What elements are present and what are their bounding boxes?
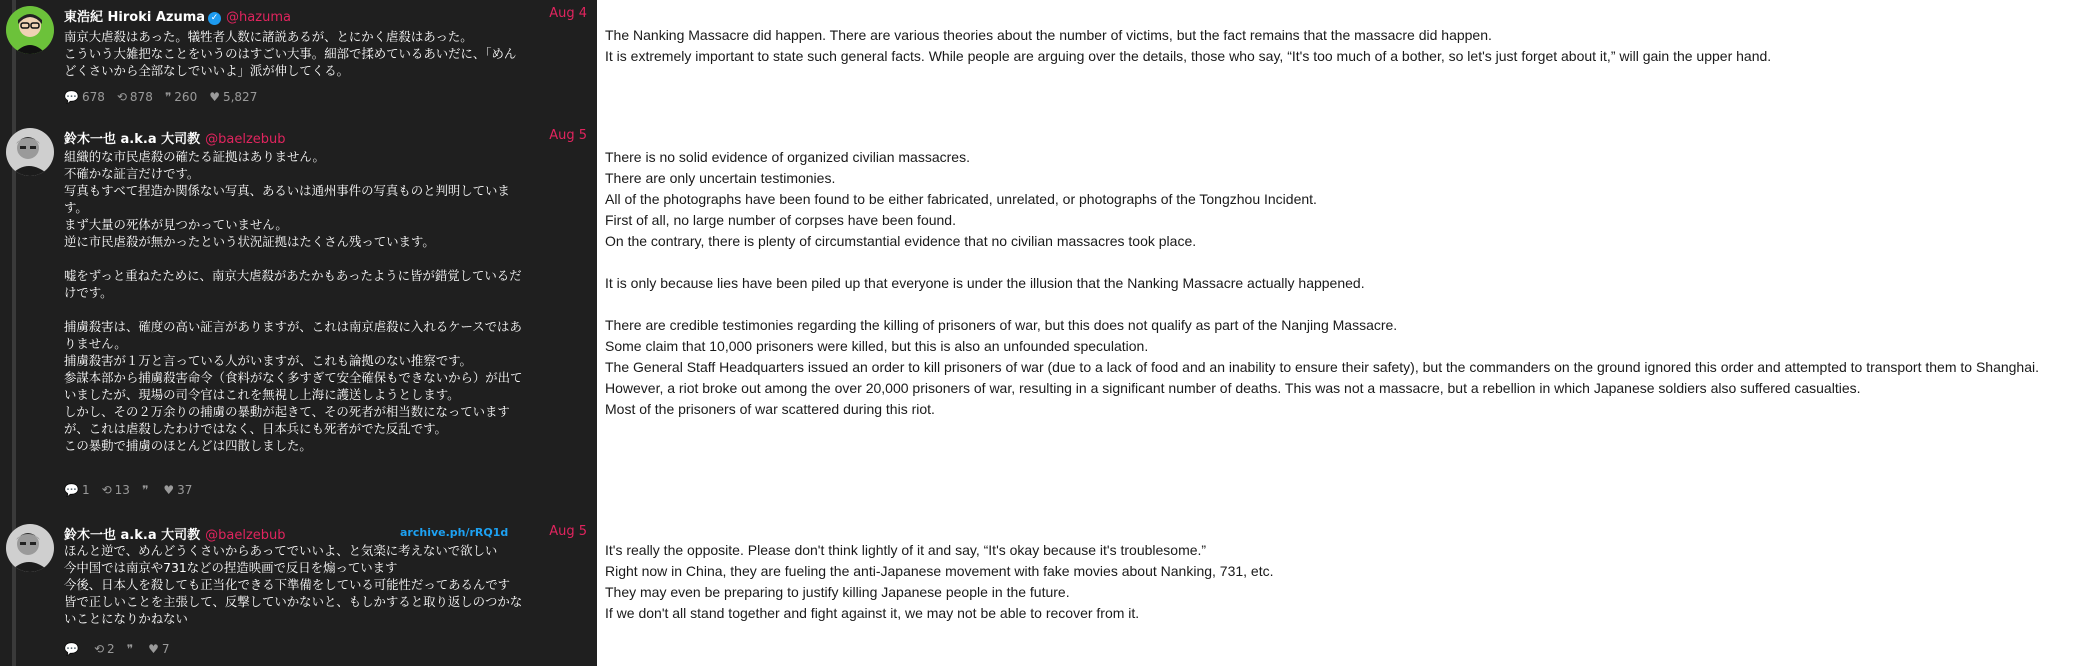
tweet-line: 皆で正しいことを主張して、反撃していかないと、もしかすると取り返しのつかな: [64, 594, 523, 609]
retweets-icon: ⟲: [101, 483, 112, 497]
tweet-line: まず大量の死体が見つかっていません。: [64, 217, 288, 232]
tweet-line: す。: [64, 200, 88, 215]
likes-stat[interactable]: [148, 642, 169, 656]
tweet-line: こういう大雑把なことをいうのはすごい大事。細部で揉めているあいだに、「めん: [64, 46, 517, 61]
tweet-line: いましたが、現場の司令官はこれを無視し上海に護送しようとします。: [64, 387, 460, 402]
tweet-date[interactable]: Aug 5: [549, 128, 587, 143]
tweet-line: しかし、その２万余りの捕虜の暴動が起きて、その死者が相当数になっています: [64, 404, 510, 419]
likes-stat[interactable]: [163, 483, 192, 497]
replies-icon: 💬: [64, 90, 79, 104]
retweets-icon: ⟲: [93, 642, 105, 656]
tweet-line: 不確かな証言だけです。: [64, 166, 200, 181]
translation-line: The Nanking Massacre did happen. There are various theories about the number of victims, but the fact remains that the massacre did happen.: [605, 27, 1492, 43]
likes-stat[interactable]: [209, 90, 257, 104]
translation-line: [605, 252, 2075, 273]
quotes-icon: ❞: [141, 483, 149, 497]
replies-stat[interactable]: [64, 483, 90, 497]
translation-line: There is no solid evidence of organized civilian massacres.: [605, 149, 970, 165]
avatar-hazuma[interactable]: [6, 6, 54, 54]
translation-line: The General Staff Headquarters issued an order to kill prisoners of war (due to a lack of food and an inability to ensure their safety), but the commanders on the ground ignored this order and attempted to transport them to Shanghai.: [605, 359, 2040, 375]
retweets-count: 2: [107, 642, 115, 656]
replies-icon: 💬: [64, 483, 79, 497]
translation-line: It's really the opposite. Please don't think lightly of it and say, “It's okay because it's troublesome.”: [605, 542, 1207, 558]
likes-count: 7: [161, 642, 170, 656]
translation-1: [605, 25, 2075, 67]
translation-line: Some claim that 10,000 prisoners were killed, but this is also an unfounded speculation.: [605, 338, 1149, 354]
tweet-stats: [64, 642, 182, 656]
tweet-line: 今中国では南京や731などの捏造映画で反日を煽っています: [64, 560, 398, 575]
tweet-text: [64, 542, 584, 627]
likes-count: 37: [177, 483, 193, 497]
quotes-count: 260: [174, 90, 198, 104]
tweet-line: 嘘をずっと重ねたために、南京大虐殺があたかもあったように皆が錯覚しているだ: [64, 268, 522, 283]
translation-line: On the contrary, there is plenty of circumstantial evidence that no civilian massacres took place.: [605, 233, 1197, 249]
translation-line: [605, 294, 2075, 315]
tweet-line: 組織的な市民虐殺の確たる証拠はありません。: [64, 149, 325, 164]
translation-line: There are only uncertain testimonies.: [605, 170, 836, 186]
verified-icon: ✓: [208, 12, 221, 25]
likes-icon: ♥: [209, 90, 220, 104]
tweet-date[interactable]: Aug 4: [549, 6, 587, 21]
tweet-line: 参謀本部から捕虜殺害命令（食料がなく多すぎて安全確保もできないから）が出て: [64, 370, 523, 385]
tweet-line: 逆に市民虐殺が無かったという状況証拠はたくさん残っています。: [64, 234, 435, 249]
likes-icon: ♥: [163, 483, 175, 497]
author-handle[interactable]: @baelzebub: [205, 528, 286, 543]
author-name[interactable]: 鈴木一也 a.k.a 大司教: [64, 528, 201, 543]
tweet-line: いことになりかねない: [64, 611, 188, 626]
tweet-line: 捕虜殺害は、確度の高い証言がありますが、これは南京虐殺に入れるケースではあ: [64, 319, 522, 334]
translation-2: [605, 147, 2075, 420]
author-name[interactable]: 鈴木一也 a.k.a 大司教: [64, 132, 201, 147]
tweet-line: 写真もすべて捏造か関係ない写真、あるいは通州事件の写真ものと判明していま: [64, 183, 510, 198]
translation-line: It is extremely important to state such general facts. While people are arguing over the details, those who say, “It's too much of a bother, so let's just forget about it,” will gain the upper hand.: [605, 48, 1772, 64]
tweet-line: 捕虜殺害が１万と言っている人がいますが、これも論拠のない推察です。: [64, 353, 472, 368]
replies-stat[interactable]: [64, 642, 82, 656]
likes-count: 5,827: [222, 90, 258, 104]
tweet-line: [64, 250, 584, 267]
tweet-line: 南京大虐殺はあった。犠牲者人数に諸説あるが、とにかく虐殺はあった。: [64, 29, 473, 44]
translation-line: First of all, no large number of corpses have been found.: [605, 212, 956, 228]
translation-line: However, a riot broke out among the over 20,000 prisoners of war, resulting in a significant number of deaths. This was not a massacre, but a rebellion in which Japanese soldiers also suffered casualties.: [605, 380, 1861, 396]
replies-icon: 💬: [64, 642, 79, 656]
retweets-stat[interactable]: [117, 90, 153, 104]
translation-line: Most of the prisoners of war scattered during this riot.: [605, 401, 935, 417]
translation-line: Right now in China, they are fueling the anti-Japanese movement with fake movies about Nanking, 731, etc.: [605, 563, 1274, 579]
translation-panel: [605, 0, 2080, 666]
translation-line: All of the photographs have been found to be either fabricated, unrelated, or photographs of the Tongzhou Incident.: [605, 191, 1317, 207]
likes-icon: ♥: [148, 642, 159, 656]
quotes-stat[interactable]: [142, 483, 151, 497]
tweet-text: [64, 28, 584, 79]
retweets-stat[interactable]: [102, 483, 130, 497]
tweet-text: [64, 148, 584, 454]
tweet-line: が、これは虐殺したわけではなく、日本兵にも死者がでた反乱です。: [64, 421, 447, 436]
author-handle[interactable]: @baelzebub: [205, 132, 286, 147]
retweets-stat[interactable]: [94, 642, 115, 656]
translation-line: If we don't all stand together and fight against it, we may not be able to recover from it.: [605, 605, 1140, 621]
translation-3: [605, 540, 2075, 624]
retweets-icon: ⟲: [116, 90, 127, 104]
translation-line: It is only because lies have been piled up that everyone is under the illusion that the Nanking Massacre actually happened.: [605, 275, 1365, 291]
author-handle[interactable]: @hazuma: [226, 10, 291, 25]
quotes-stat[interactable]: [127, 642, 136, 656]
retweets-count: 878: [129, 90, 153, 104]
tweet-panel: [0, 0, 597, 666]
tweet-1: [0, 0, 597, 104]
replies-count: 1: [81, 483, 90, 497]
tweet-stats: [64, 483, 204, 497]
tweet-line: 今後、日本人を殺しても正当化できる下準備をしている可能性だってあるんです: [64, 577, 511, 592]
replies-count: 678: [81, 90, 105, 104]
tweet-date[interactable]: Aug 5: [549, 524, 587, 539]
tweet-line: ほんと逆で、めんどうくさいからあってでいいよ、と気楽に考えないで欲しい: [64, 543, 498, 558]
tweet-line: けです。: [64, 285, 113, 300]
avatar-baelzebub[interactable]: [6, 128, 54, 176]
quotes-icon: ❞: [164, 90, 172, 104]
quotes-stat[interactable]: [165, 90, 197, 104]
tweet-stats: [64, 90, 269, 104]
tweet-line: りません。: [64, 336, 127, 351]
quotes-icon: ❞: [126, 642, 134, 656]
translation-line: There are credible testimonies regarding the killing of prisoners of war, but this does not qualify as part of the Nanjing Massacre.: [605, 317, 1398, 333]
tweet-line: この暴動で捕虜のほとんどは四散しました。: [64, 438, 312, 453]
author-name[interactable]: 東浩紀 Hiroki Azuma: [64, 10, 206, 25]
archive-link[interactable]: archive.ph/rRQ1d: [400, 526, 509, 539]
tweet-line: [64, 301, 584, 318]
translation-line: They may even be preparing to justify killing Japanese people in the future.: [605, 584, 1070, 600]
retweets-count: 13: [114, 483, 130, 497]
tweet-line: どくさいから全部なしでいいよ」派が伸してくる。: [64, 63, 349, 78]
replies-stat[interactable]: [64, 90, 105, 104]
avatar-baelzebub[interactable]: [6, 524, 54, 572]
